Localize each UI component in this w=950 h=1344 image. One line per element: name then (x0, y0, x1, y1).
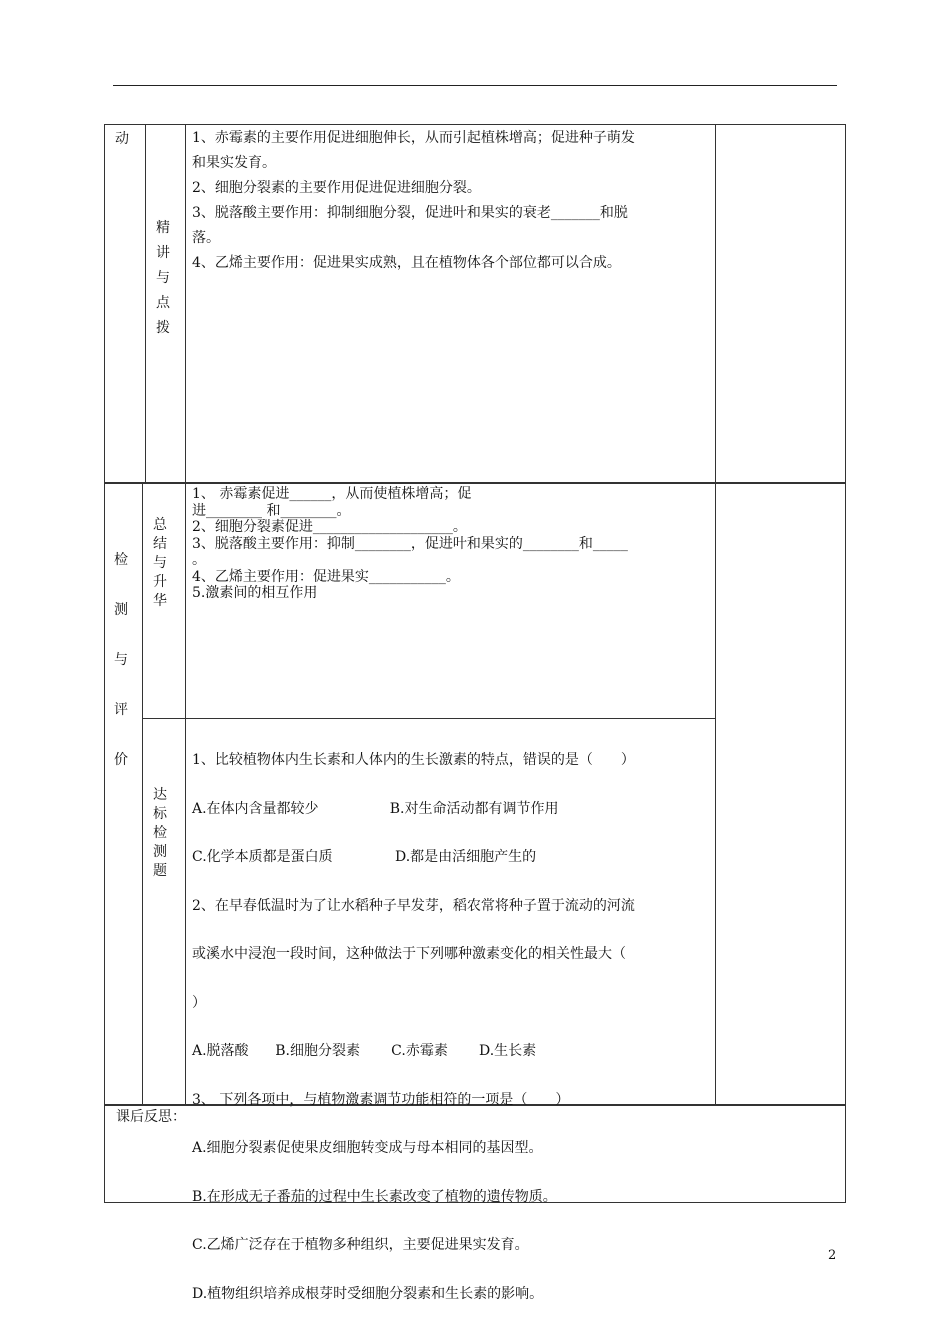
text-line: 2、细胞分裂素的主要作用促进促进细胞分裂。 (192, 180, 481, 196)
text-line: 3、脱落酸主要作用：抑制________，促进叶和果实的________和_____ (192, 535, 628, 552)
column-divider (185, 483, 186, 1105)
option-line: C.化学本质都是蛋白质 D.都是由活细胞产生的 (192, 849, 537, 865)
question-line: 或溪水中浸泡一段时间，这种做法于下列哪种激素变化的相关性最大（ (192, 946, 626, 962)
column-divider (715, 124, 716, 483)
column-divider (185, 124, 186, 483)
question-line: 3、 下列各项中，与植物激素调节功能相符的一项是（ ） (192, 1091, 570, 1108)
option-line: A.在体内含量都较少 B.对生命活动都有调节作用 (192, 800, 559, 817)
question-line: 1、比较植物体内生长素和人体内的生长激素的特点，错误的是（ ） (192, 752, 635, 768)
text-line: 2、细胞分裂素促进____________________。 (192, 519, 467, 535)
section-label-test-evaluate: 检 测 与 评 价 (114, 552, 128, 768)
page-number: 2 (828, 1248, 837, 1263)
option-line: C.乙烯广泛存在于植物多种组织，主要促进果实发育。 (192, 1237, 529, 1253)
text-line: 1、 赤霉素促进______，从而使植株增高；促 (192, 486, 472, 502)
text-line: 5.激素间的相互作用 (192, 585, 318, 601)
text-line: 3、脱落酸主要作用：抑制细胞分裂，促进叶和果实的衰老_______和脱 (192, 205, 628, 221)
summary-content (192, 486, 712, 602)
option-line: D.植物组织培养成根芽时受细胞分裂素和生长素的影响。 (192, 1285, 544, 1302)
row-divider (142, 718, 715, 719)
question-line: 2、在早春低温时为了让水稻种子早发芽，稻农常将种子置于流动的河流 (192, 897, 635, 914)
column-divider (142, 483, 143, 1105)
option-line: B.在形成无子番茄的过程中生长素改变了植物的遗传物质。 (192, 1188, 557, 1205)
section-label-activity: 动 (115, 131, 129, 147)
option-line: A.脱落酸 B.细胞分裂素 C.赤霉素 D.生长素 (192, 1043, 537, 1059)
question-line: ） (192, 994, 206, 1011)
text-line: 1、赤霉素的主要作用促进细胞伸长，从而引起植株增高；促进种子萌发 (192, 130, 635, 146)
sublabel-summary: 总 结 与 升 华 (153, 517, 167, 609)
option-line: A.细胞分裂素促使果皮细胞转变成与母本相同的基因型。 (192, 1140, 543, 1156)
reflection-label: 课后反思： (116, 1109, 186, 1125)
header-rule (113, 85, 837, 86)
text-line: 4、乙烯主要作用：促进果实___________。 (192, 568, 460, 585)
lecture-content (192, 126, 712, 276)
text-line: 。 (192, 552, 206, 568)
test-questions-content (192, 720, 712, 1318)
text-line: 进________ 和________。 (192, 502, 351, 519)
text-line: 落。 (192, 230, 220, 246)
text-line: 4、乙烯主要作用：促进果实成熟，且在植物体各个部位都可以合成。 (192, 255, 621, 271)
column-divider (145, 124, 146, 483)
reflection-box (104, 1105, 846, 1203)
sublabel-explain-and-guide: 精 讲 与 点 拨 (156, 220, 170, 336)
text-line: 和果实发育。 (192, 155, 276, 171)
sublabel-test-questions: 达 标 检 测 题 (153, 787, 167, 879)
column-divider (715, 483, 716, 1105)
